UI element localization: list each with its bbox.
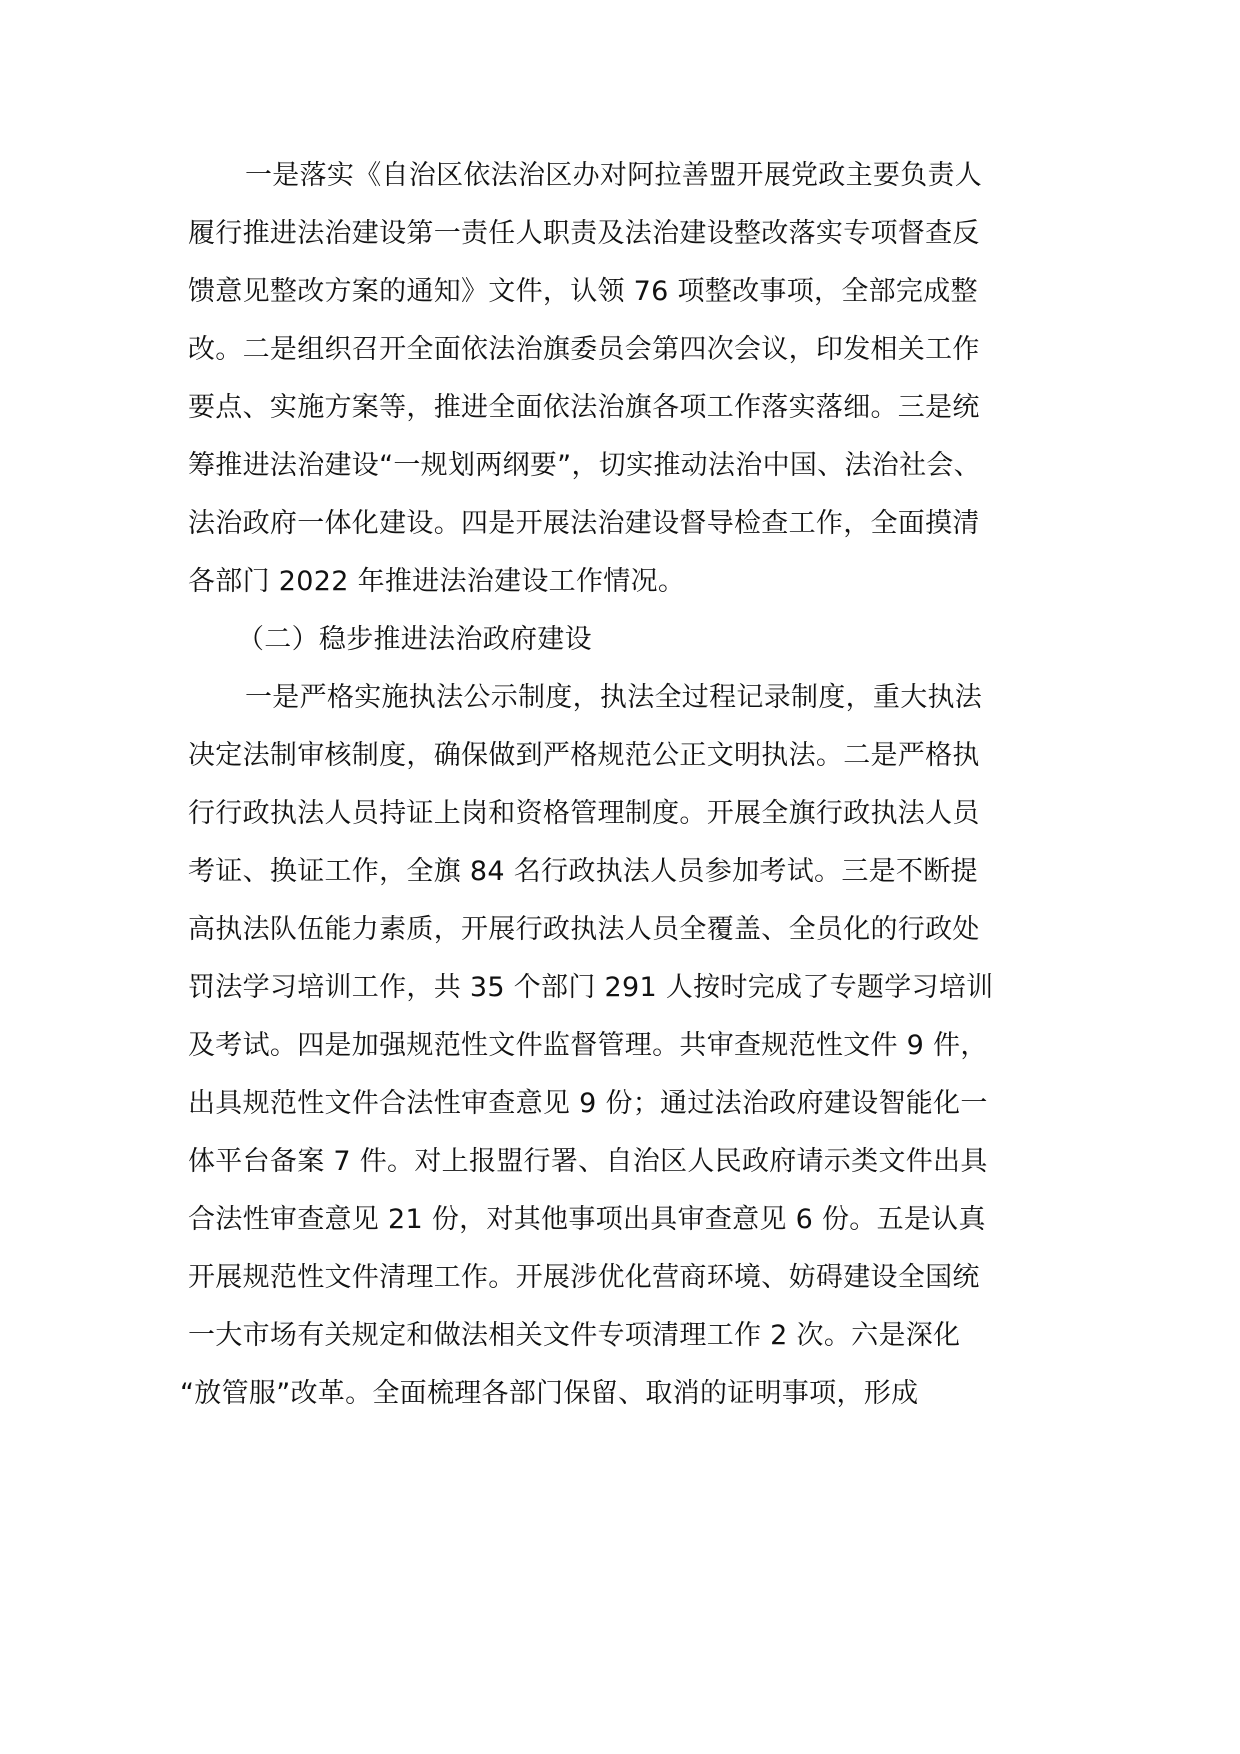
paragraph-1-line-7: 法治政府一体化建设。四是开展法治建设督导检查工作，全面摸清: [188, 508, 980, 539]
paragraph-2-line-2: 决定法制审核制度，确保做到严格规范公正文明执法。二是严格执: [188, 740, 980, 771]
paragraph-2-line-1: 一是严格实施执法公示制度，执法全过程记录制度，重大执法: [245, 682, 983, 713]
paragraph-1-line-1: 一是落实《自治区依法治区办对阿拉善盟开展党政主要负责人: [245, 160, 983, 191]
paragraph-2-line-8: 出具规范性文件合法性审查意见 9 份；通过法治政府建设智能化一: [188, 1088, 988, 1119]
paragraph-2-line-5: 高执法队伍能力素质，开展行政执法人员全覆盖、全员化的行政处: [188, 914, 980, 945]
paragraph-1-line-2: 履行推进法治建设第一责任人职责及法治建设整改落实专项督查反: [188, 218, 980, 249]
paragraph-1-line-3: 馈意见整改方案的通知》文件，认领 76 项整改事项，全部完成整: [188, 276, 978, 307]
paragraph-2-line-3: 行行政执法人员持证上岗和资格管理制度。开展全旗行政执法人员: [188, 798, 980, 829]
paragraph-2-line-12: 一大市场有关规定和做法相关文件专项清理工作 2 次。六是深化: [188, 1320, 961, 1351]
paragraph-2-line-11: 开展规范性文件清理工作。开展涉优化营商环境、妨碍建设全国统: [188, 1262, 980, 1293]
paragraph-1-line-8: 各部门 2022 年推进法治建设工作情况。: [188, 566, 686, 597]
paragraph-1-line-5: 要点、实施方案等，推进全面依法治旗各项工作落实落细。三是统: [188, 392, 980, 423]
paragraph-1-line-4: 改。二是组织召开全面依法治旗委员会第四次会议，印发相关工作: [188, 334, 980, 365]
paragraph-1-line-6: 筹推进法治建设“一规划两纲要”，切实推动法治中国、法治社会、: [188, 450, 981, 481]
paragraph-2-line-4: 考证、换证工作，全旗 84 名行政执法人员参加考试。三是不断提: [188, 856, 978, 887]
paragraph-2-line-7: 及考试。四是加强规范性文件监督管理。共审查规范性文件 9 件，: [188, 1030, 988, 1061]
paragraph-2-line-10: 合法性审查意见 21 份，对其他事项出具审查意见 6 份。五是认真: [188, 1204, 986, 1235]
paragraph-2-line-13: “放管服”改革。全面梳理各部门保留、取消的证明事项，形成: [180, 1378, 919, 1409]
section-heading: （二）稳步推进法治政府建设: [237, 624, 592, 655]
paragraph-2-line-6: 罚法学习培训工作，共 35 个部门 291 人按时完成了专题学习培训: [188, 972, 994, 1003]
paragraph-2-line-9: 体平台备案 7 件。对上报盟行署、自治区人民政府请示类文件出具: [188, 1146, 988, 1177]
